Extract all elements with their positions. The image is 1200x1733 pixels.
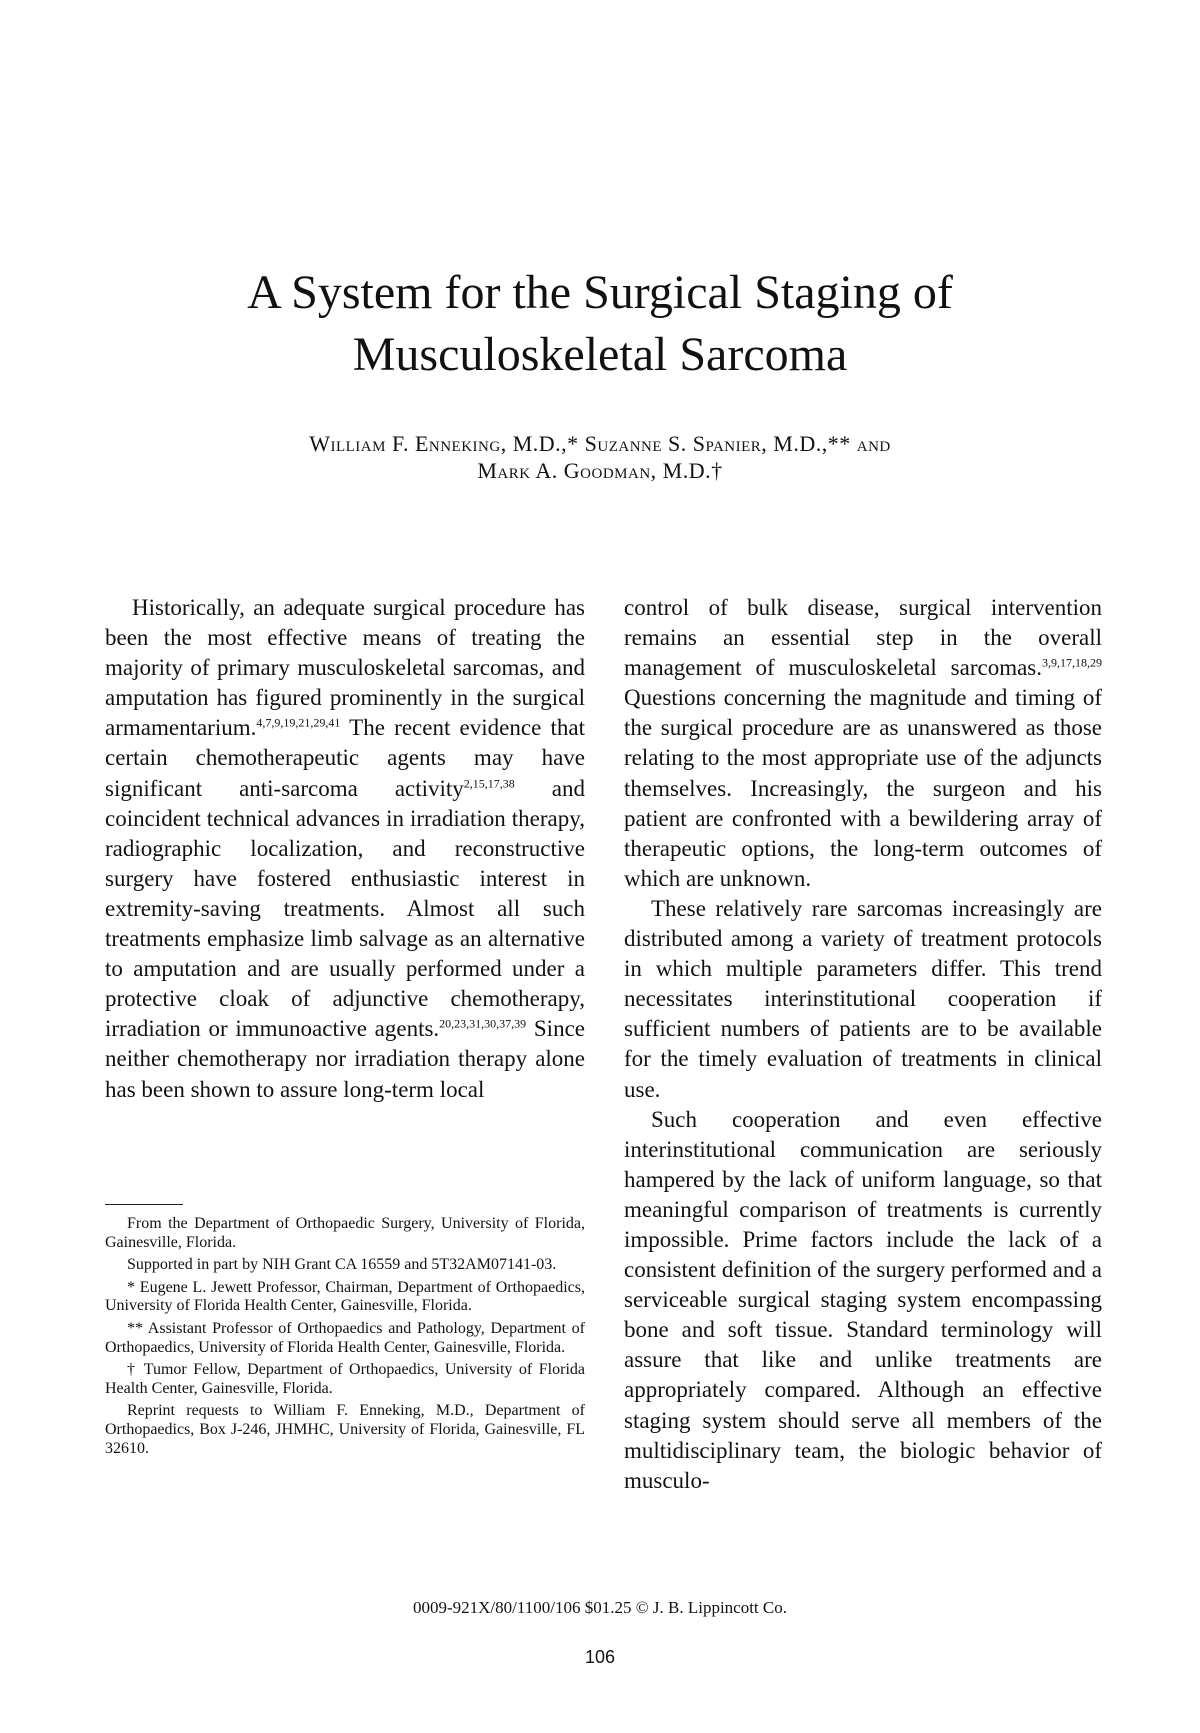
footnote: * Eugene L. Jewett Professor, Chairman, Department of Orthopaedics, University of Florida Health Center, Gainesville, Florida. xyxy=(105,1278,585,1315)
title-line-2: Musculoskeletal Sarcoma xyxy=(352,328,848,381)
copyright-line: 0009-921X/80/1100/106 $01.25 © J. B. Lippincott Co. xyxy=(412,1598,787,1617)
title-line-1: A System for the Surgical Staging of xyxy=(247,266,953,319)
citation-ref: 2,15,17,38 xyxy=(463,775,515,790)
authors-line-2: Mark A. Goodman, M.D.† xyxy=(477,458,723,483)
page-number: 106 xyxy=(584,1647,616,1667)
footnote-divider xyxy=(105,1204,183,1205)
footnote: From the Department of Orthopaedic Surgery, University of Florida, Gainesville, Florida. xyxy=(105,1215,585,1251)
footnote: ** Assistant Professor of Orthopaedics and Pathology, Department of Orthopaedics, University of Florida Health Center, Gainesville, Florida. xyxy=(105,1319,585,1356)
citation-ref: 20,23,31,30,37,39 xyxy=(439,1016,527,1031)
body-paragraph xyxy=(105,593,585,1105)
text-run: control of bulk disease, surgical intervention remains an essential step in the overall management of musculoskeletal sarcomas. xyxy=(624,595,1102,681)
footnotes xyxy=(105,1215,585,1462)
authors-line-1: William F. Enneking, M.D.,* Suzanne S. Spanier, M.D.,** and xyxy=(309,431,891,456)
body-column-right xyxy=(624,593,1102,1496)
article-title xyxy=(0,262,1200,386)
footnote: † Tumor Fellow, Department of Orthopaedics, University of Florida Health Center, Gainesville, Florida. xyxy=(105,1361,585,1397)
body-paragraph xyxy=(624,593,1102,894)
text-run: Historically, an adequate surgical procedure has been the most effective means of treating the majority of primary musculoskeletal sarcomas, and amputation has figured prominently in the surgical armamentarium. xyxy=(105,595,585,741)
text-run: Questions concerning the magnitude and timing of the surgical procedure are as unanswered as those relating to the most appropriate use of the adjuncts themselves. Increasingly, the surgeon and his patient are confronted with a bewildering array of therapeutic options, the long-term outcomes of which are unknown. xyxy=(624,685,1102,891)
footnote: Supported in part by NIH Grant CA 16559 and 5T32AM07141-03. xyxy=(127,1256,557,1274)
text-run: The recent evidence that certain chemotherapeutic agents may have significant anti-sarcoma activity xyxy=(105,715,585,801)
body-paragraph: Such cooperation and even effective interinstitutional communication are seriously hampered by the lack of uniform language, so that meaningful comparison of treatments is currently impossible. Prime factors include the lack of a consistent definition of the surgery performed and a serviceable surgical staging system encompassing bone and soft tissue. Standard terminology will assure that like and unlike treatments are appropriately compared. Although an effective staging system should serve all members of the multidisciplinary team, the biologic behavior of musculo- xyxy=(624,1106,1102,1493)
footnote: Reprint requests to William F. Enneking, M.D., Department of Orthopaedics, Box J-246, JHMHC, University of Florida, Gainesville, FL 32610. xyxy=(105,1402,585,1457)
body-column-left xyxy=(105,593,585,1105)
text-run: Since neither chemotherapy nor irradiation therapy alone has been shown to assure long-term local xyxy=(105,1016,585,1102)
text-run: and coincident technical advances in irradiation therapy, radiographic localization, and reconstructive surgery have fostered enthusiastic interest in extremity-saving treatments. Almost all such treatments emphasize limb salvage as an alternative to amputation and are usually performed under a protective cloak of adjunctive chemotherapy, irradiation or immunoactive agents. xyxy=(105,775,585,1042)
author-list xyxy=(0,430,1200,484)
citation-ref: 3,9,17,18,29 xyxy=(1042,655,1102,670)
body-paragraph: These relatively rare sarcomas increasingly are distributed among a variety of treatment protocols in which multiple parameters differ. This trend necessitates interinstitutional cooperation if sufficient numbers of patients are to be available for the timely evaluation of treatments in clinical use. xyxy=(624,895,1102,1102)
citation-ref: 4,7,9,19,21,29,41 xyxy=(256,715,341,730)
